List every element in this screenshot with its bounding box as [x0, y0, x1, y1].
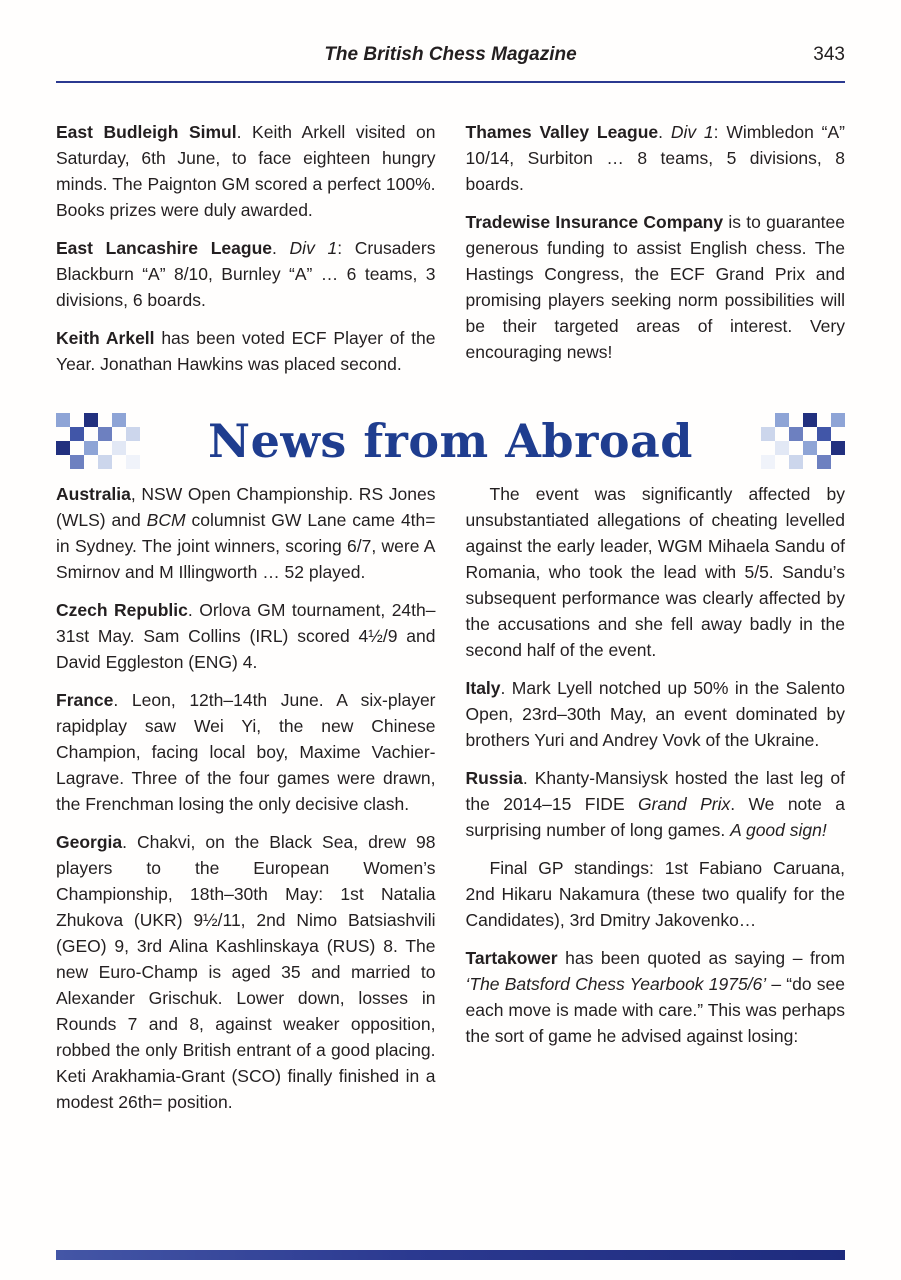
text-emphasis: Russia: [465, 768, 523, 788]
text-emphasis: Czech Republic: [56, 600, 188, 620]
paragraph: [466, 481, 846, 663]
paragraph: [466, 675, 846, 753]
section-heading: [56, 413, 845, 469]
text-run: – “do see each move is made with care.” This was perhaps the sort of game he advised against losing:: [465, 974, 846, 1046]
text-emphasis: East Lancashire League: [56, 238, 272, 258]
text-emphasis: Grand Prix: [638, 794, 731, 814]
text-emphasis: France: [56, 690, 114, 710]
paragraph: [466, 765, 846, 843]
text-run: is to guarantee generous funding to assist English chess. The Hastings Congress, the ECF Grand Prix and promising players seeking norm possibilities will be their targeted areas of interest. Very encouraging news!: [465, 212, 846, 362]
text-run: The event was significantly affected by unsubstantiated allegations of cheating levelled against the early leader, WGM Mihaela Sandu of Romania, who took the lead with 5/5. Sandu’s subsequent performance was clearly affected by the accusations and she fell away badly in the second half of the event.: [465, 484, 845, 660]
paragraph: [56, 119, 436, 223]
text-run: : Crusaders Blackburn “A” 8/10, Burnley “A” … 6 teams, 3 divisions, 6 boards.: [56, 238, 436, 310]
text-run: has been quoted as saying – from: [557, 948, 845, 968]
paragraph: [56, 325, 436, 377]
top-left-column: [56, 119, 436, 389]
paragraph: [466, 945, 846, 1049]
abroad-right-column: [466, 481, 846, 1127]
paragraph: [56, 235, 436, 313]
text-run: : Wimbledon “A” 10/14, Surbiton … 8 teams, 5 divisions, 8 boards.: [465, 122, 845, 194]
text-run: . Leon, 12th–14th June. A six-player rapidplay saw Wei Yi, the new Chinese Champion, facing local boy, Maxime Vachier-Lagrave. Three of the four games were drawn, the Frenchman losing the only decisive clash.: [56, 690, 436, 814]
text-run: Final GP standings: 1st Fabiano Caruana, 2nd Hikaru Nakamura (these two qualify for the Candidates), 3rd Dmitry Jakovenko…: [465, 858, 845, 930]
text-run: . Khanty-Mansiysk hosted the last leg of the 2014–15 FIDE: [465, 768, 845, 814]
abroad-left-column: [56, 481, 436, 1127]
text-emphasis: Thames Valley League: [465, 122, 659, 142]
text-run: . Keith Arkell visited on Saturday, 6th June, to face eighteen hungry minds. The Paignton GM scored a perfect 100%. Books prizes were duly awarded.: [56, 122, 436, 220]
text-emphasis: Australia: [56, 484, 131, 504]
text-run: . We note a surprising number of long games.: [465, 794, 846, 840]
footer-rule: [56, 1250, 845, 1260]
paragraph: [56, 687, 436, 817]
header-rule: [56, 81, 845, 83]
paragraph: [56, 829, 436, 1115]
text-run: .: [272, 238, 290, 258]
top-right-column: [466, 119, 846, 389]
text-emphasis: BCM: [146, 510, 186, 530]
text-emphasis: Keith Arkell: [56, 328, 155, 348]
magazine-title: The British Chess Magazine: [324, 44, 577, 65]
home-news-section: [56, 119, 845, 389]
page-number: 343: [813, 44, 845, 65]
paragraph: [466, 855, 846, 933]
text-emphasis: A good sign!: [730, 820, 827, 840]
text-emphasis: Italy: [465, 678, 501, 698]
paragraph: [56, 481, 436, 585]
text-emphasis: East Budleigh Simul: [56, 122, 237, 142]
text-run: columnist GW Lane came 4th= in Sydney. The joint winners, scoring 6/7, were A Smirnov and M Illingworth … 52 played.: [56, 510, 436, 582]
news-from-abroad-section: [56, 481, 845, 1127]
text-emphasis: ‘The Batsford Chess Yearbook 1975/6’: [465, 974, 767, 994]
text-run: , NSW Open Championship. RS Jones (WLS) and: [56, 484, 436, 530]
page-header: [56, 0, 845, 83]
checker-decoration-right: [761, 413, 845, 469]
text-emphasis: Tradewise Insurance Company: [465, 212, 724, 232]
section-title: News from Abroad: [208, 413, 693, 468]
text-run: . Mark Lyell notched up 50% in the Salento Open, 23rd–30th May, an event dominated by brothers Yuri and Andrey Vovk of the Ukraine.: [465, 678, 845, 750]
header-row: [56, 44, 845, 70]
text-run: .: [658, 122, 671, 142]
text-run: has been voted ECF Player of the Year. Jonathan Hawkins was placed second.: [56, 328, 436, 374]
paragraph: [466, 119, 846, 197]
paragraph: [56, 597, 436, 675]
text-emphasis: Div 1: [289, 238, 338, 258]
checker-decoration-left: [56, 413, 140, 469]
text-run: . Chakvi, on the Black Sea, drew 98 players to the European Women’s Championship, 18th–30th May: 1st Natalia Zhukova (UKR) 9½/11, 2nd Nimo Batsiashvili (GEO) 9, 3rd Alina Kashlinskaya (RUS) 8. The new Euro-Champ is aged 35 and married to Alexander Grischuk. Lower down, losses in Rounds 7 and 8, against weaker opposition, robbed the only British entrant of a good placing. Keti Arakhamia-Grant (SCO) finally finished in a modest 26th= position.: [56, 832, 436, 1112]
text-emphasis: Div 1: [670, 122, 714, 142]
text-emphasis: Georgia: [56, 832, 123, 852]
paragraph: [466, 209, 846, 365]
text-emphasis: Tartakower: [465, 948, 558, 968]
text-run: . Orlova GM tournament, 24th–31st May. Sam Collins (IRL) scored 4½/9 and David Eggleston (ENG) 4.: [56, 600, 436, 672]
